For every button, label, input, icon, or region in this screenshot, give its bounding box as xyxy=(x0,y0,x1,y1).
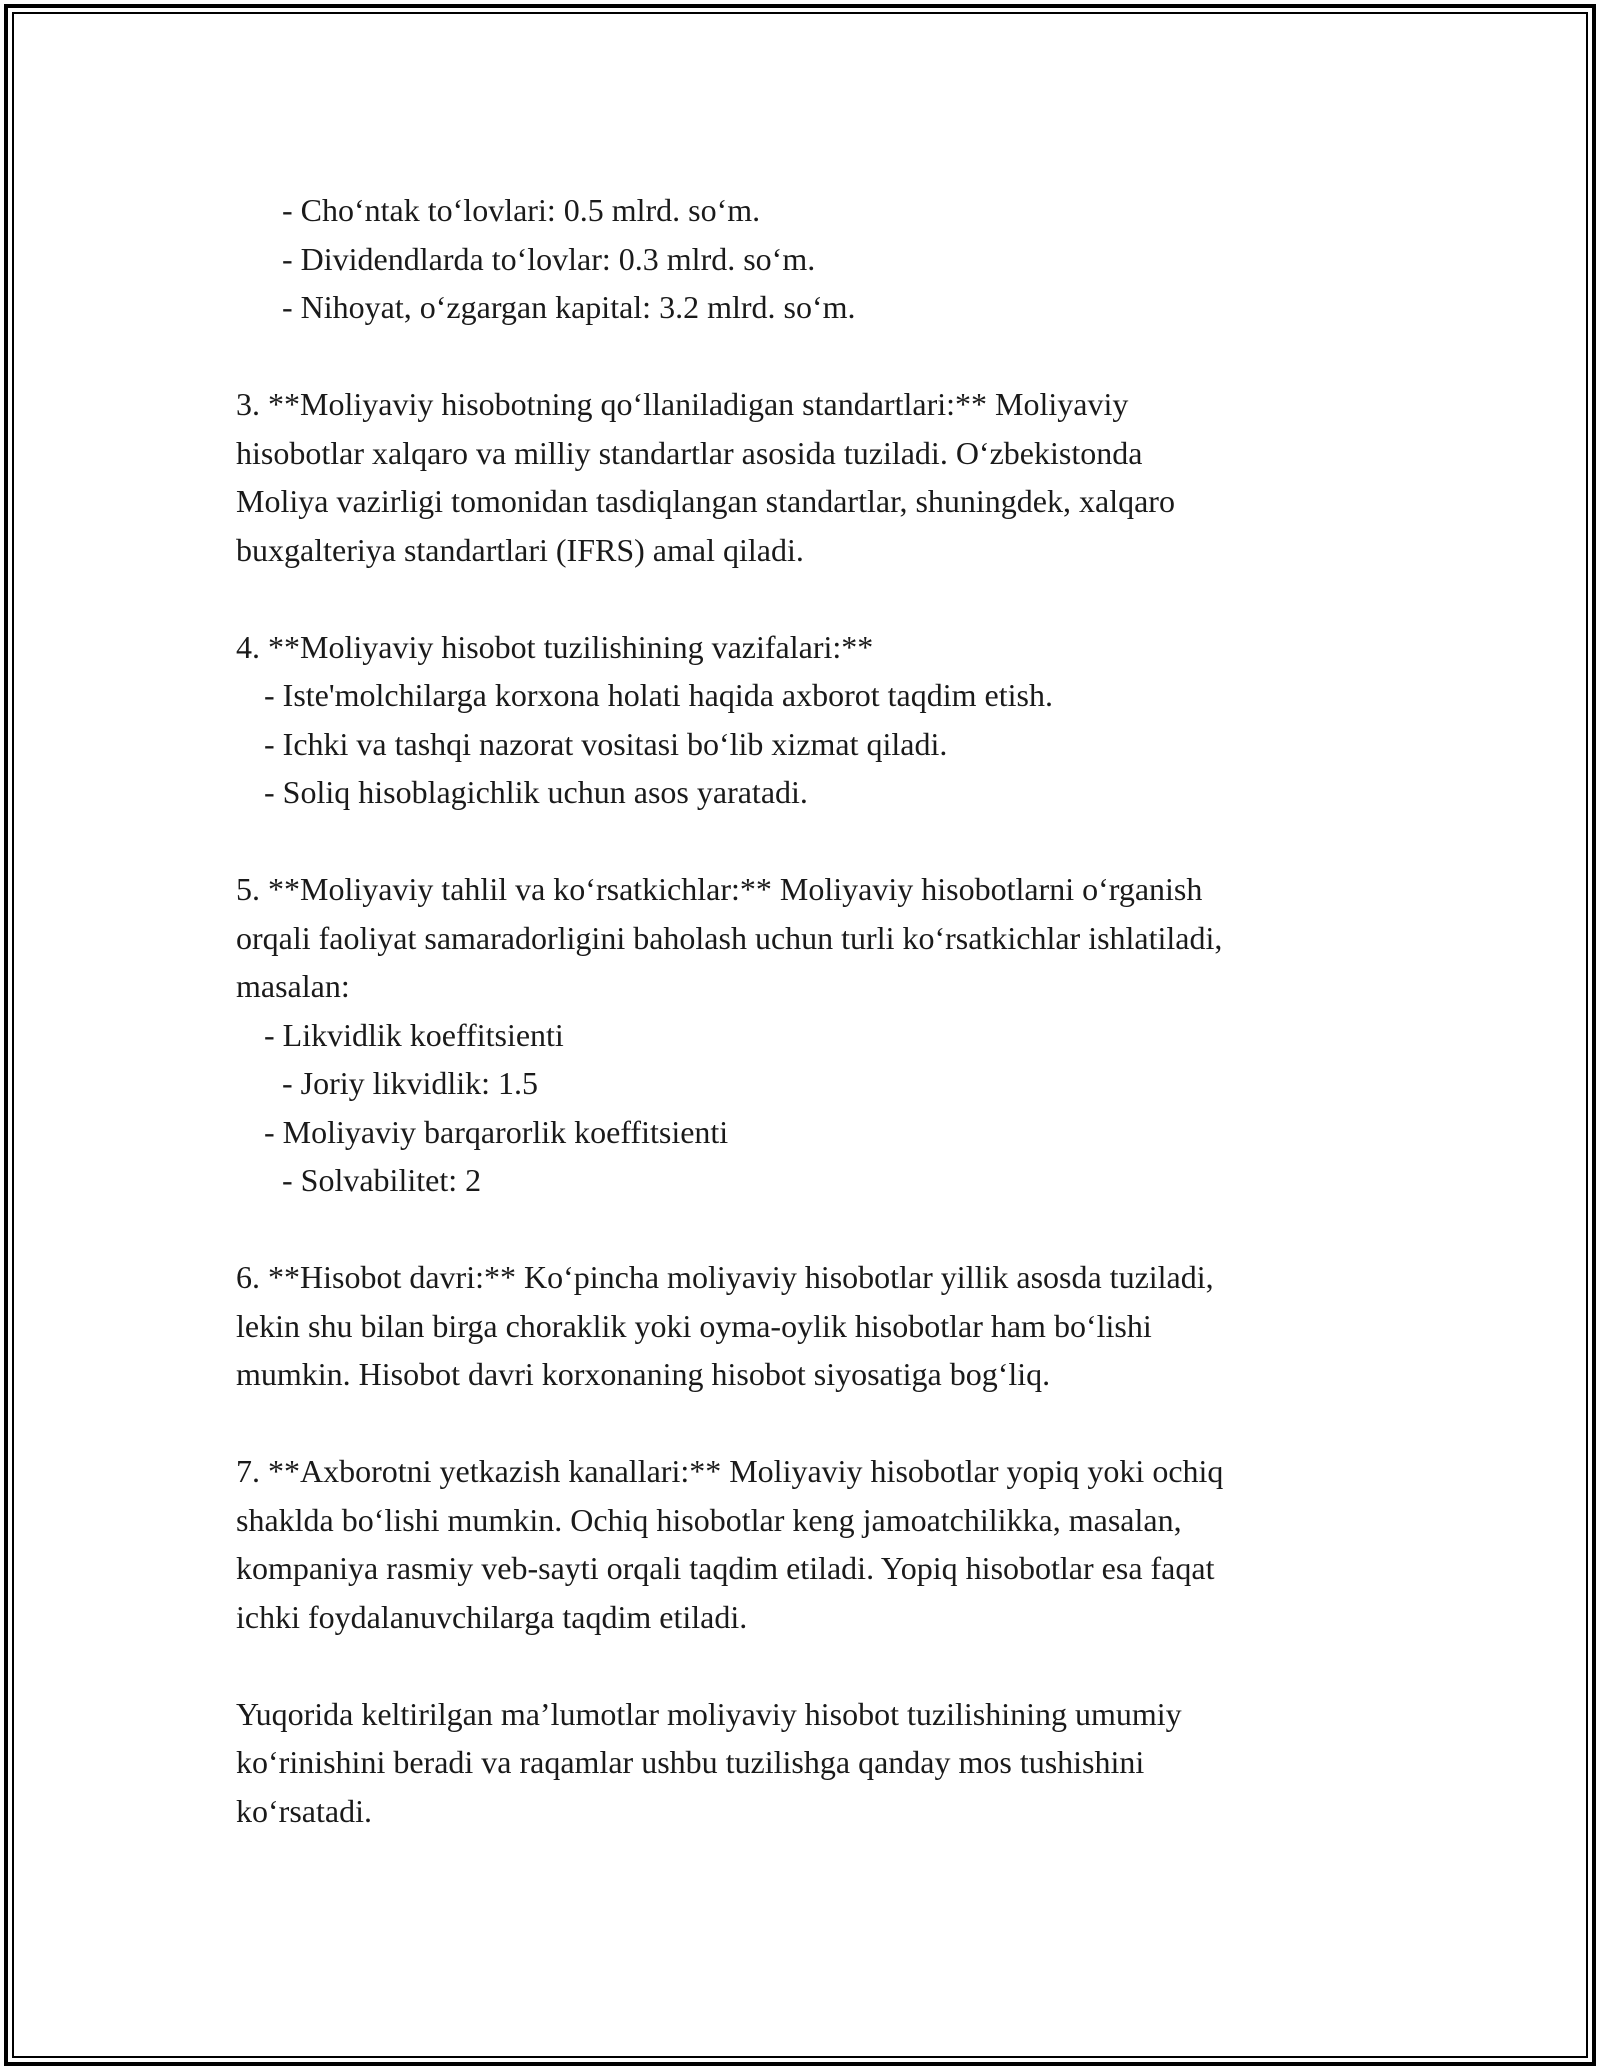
paragraph-line: masalan: xyxy=(236,968,350,1004)
list-item: - Moliyaviy barqarorlik koeffitsienti xyxy=(264,1113,729,1150)
conclusion-paragraph xyxy=(236,1690,1396,1836)
document-body xyxy=(236,186,1396,1835)
paragraph-gap xyxy=(236,574,1396,623)
top-list xyxy=(236,186,1396,332)
paragraph-line: shaklda bo‘lishi mumkin. Ochiq hisobotlar keng jamoatchilikka, masalan, xyxy=(236,1501,1182,1538)
paragraph-gap xyxy=(236,1399,1396,1448)
paragraph-line: 5. **Moliyaviy tahlil va ko‘rsatkichlar:** Moliyaviy hisobotlarni o‘rganish xyxy=(236,871,1203,907)
section-7-channels xyxy=(236,1447,1396,1641)
sub-list-item: - Solvabilitet: 2 xyxy=(282,1162,482,1198)
paragraph-gap xyxy=(236,1641,1396,1690)
list-item: - Dividendlarda to‘lovlar: 0.3 mlrd. so‘m. xyxy=(282,240,816,277)
section-4-tasks xyxy=(236,623,1396,817)
paragraph-line: 6. **Hisobot davri:** Ko‘pincha moliyaviy hisobotlar yillik asosda tuziladi, xyxy=(236,1259,1214,1295)
paragraph-gap xyxy=(236,332,1396,381)
section-5-analysis xyxy=(236,865,1396,1205)
paragraph-gap xyxy=(236,817,1396,866)
paragraph-line: ichki foydalanuvchilarga taqdim etiladi. xyxy=(236,1598,748,1635)
paragraph-line: hisobotlar xalqaro va milliy standartlar asosida tuziladi. O‘zbekistonda xyxy=(236,434,1143,471)
paragraph-gap xyxy=(236,1205,1396,1254)
section-6-period xyxy=(236,1253,1396,1399)
paragraph-line: kompaniya rasmiy veb-sayti orqali taqdim etiladi. Yopiq hisobotlar esa faqat xyxy=(236,1550,1215,1586)
paragraph-line: buxgalteriya standartlari (IFRS) amal qiladi. xyxy=(236,531,804,568)
paragraph-line: ko‘rsatadi. xyxy=(236,1792,372,1829)
paragraph-line: orqali faoliyat samaradorligini baholash uchun turli ko‘rsatkichlar ishlatiladi, xyxy=(236,919,1223,956)
section-3-standards xyxy=(236,380,1396,574)
list-item: - Cho‘ntak to‘lovlari: 0.5 mlrd. so‘m. xyxy=(282,192,761,228)
list-item: - Ichki va tashqi nazorat vositasi bo‘lib xizmat qiladi. xyxy=(264,725,948,762)
list-item: - Iste'molchilarga korxona holati haqida axborot taqdim etish. xyxy=(264,677,1053,713)
paragraph-line: mumkin. Hisobot davri korxonaning hisobot siyosatiga bog‘liq. xyxy=(236,1356,1051,1392)
paragraph-line: 3. **Moliyaviy hisobotning qo‘llaniladigan standartlari:** Moliyaviy xyxy=(236,386,1129,422)
list-item: - Nihoyat, o‘zgargan kapital: 3.2 mlrd. so‘m. xyxy=(282,289,856,325)
paragraph-line: Yuqorida keltirilgan ma’lumotlar moliyaviy hisobot tuzilishining umumiy xyxy=(236,1695,1182,1732)
list-item: - Likvidlik koeffitsienti xyxy=(264,1016,564,1053)
paragraph-line: lekin shu bilan birga choraklik yoki oyma-oylik hisobotlar ham bo‘lishi xyxy=(236,1307,1152,1344)
list-item: - Soliq hisoblagichlik uchun asos yaratadi. xyxy=(264,774,808,810)
section-heading: 4. **Moliyaviy hisobot tuzilishining vazifalari:** xyxy=(236,628,874,665)
sub-list-item: - Joriy likvidlik: 1.5 xyxy=(282,1065,538,1101)
paragraph-line: Moliya vazirligi tomonidan tasdiqlangan standartlar, shuningdek, xalqaro xyxy=(236,483,1175,519)
paragraph-line: 7. **Axborotni yetkazish kanallari:** Moliyaviy hisobotlar yopiq yoki ochiq xyxy=(236,1453,1224,1489)
paragraph-line: ko‘rinishini beradi va raqamlar ushbu tuzilishga qanday mos tushishini xyxy=(236,1744,1145,1780)
